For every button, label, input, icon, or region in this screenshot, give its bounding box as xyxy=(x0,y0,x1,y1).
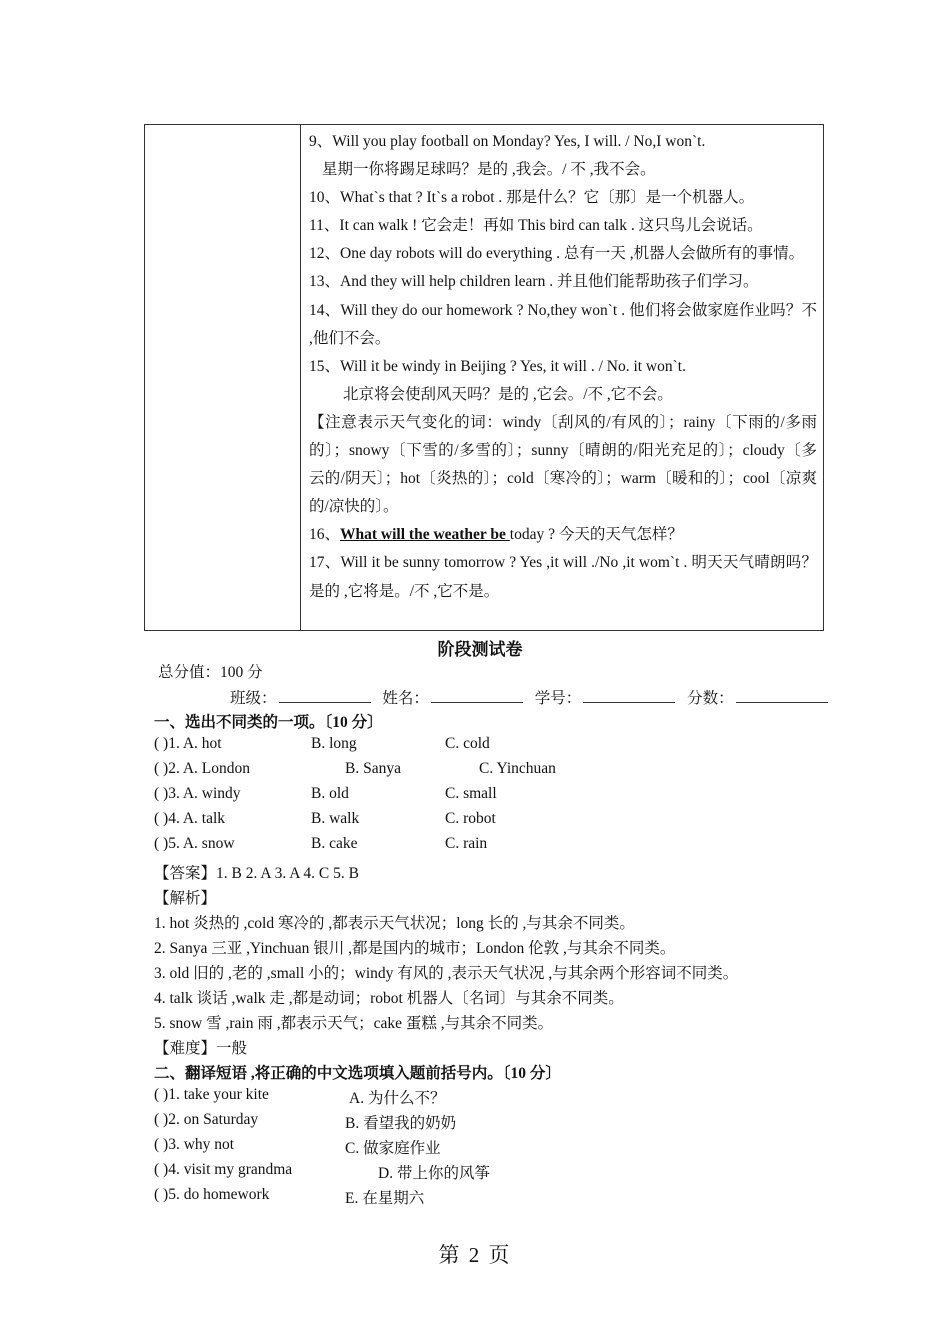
phrase-option: C. 做家庭作业 xyxy=(345,1140,441,1157)
weather-words-note: 【注意表示天气变化的词：windy〔刮风的/有风的〕；rainy〔下雨的/多雨的〕；snowy〔下雪的/多雪的〕；sunny〔晴朗的/阳光充足的〕；cloudy〔多云的/阴天〕；hot〔炎热的〕；cold〔寒冷的〕；warm〔暖和的〕；cool〔凉爽的/凉快的〕。 xyxy=(309,413,817,516)
phrase-option: E. 在星期六 xyxy=(345,1190,425,1207)
line-number: 16、 xyxy=(309,526,341,544)
score-label: 分数： xyxy=(687,690,734,707)
option-b: B. walk xyxy=(311,810,360,827)
table-line: 9、Will you play football on Monday? Yes, I will. / No,I won`t. xyxy=(309,133,706,150)
table-line: 11、It can walk ! 它会走！再如 This bird can talk . 这只鸟儿会说话。 xyxy=(309,217,763,235)
page-number: 第 2 页 xyxy=(438,1243,512,1267)
class-field[interactable] xyxy=(279,688,371,703)
analysis-line: 3. old 旧的 ,老的 ,small 小的；windy 有风的 ,表示天气状况 ,与其余两个形容词不同类。 xyxy=(154,965,739,982)
line-text: today ? 今天的天气怎样？ xyxy=(509,526,683,544)
analysis-line: 1. hot 炎热的 ,cold 寒冷的 ,都表示天气状况；long 长的 ,与其余不同类。 xyxy=(154,915,635,932)
question-row xyxy=(154,810,225,828)
phrase-option: B. 看望我的奶奶 xyxy=(345,1115,457,1132)
table-line: 17、Will it be sunny tomorrow ? Yes ,it will ./No ,it wom`t . 明天天气晴朗吗？是的 ,它将是。/不 ,它不是。 xyxy=(309,554,817,600)
analysis-line: 5. snow 雪 ,rain 雨 ,都表示天气；cake 蛋糕 ,与其余不同类。 xyxy=(154,1015,554,1032)
phrase-question: ( )3. why not xyxy=(154,1136,235,1153)
question-number: ( )1. A. hot xyxy=(154,735,222,752)
difficulty-line: 【难度】一般 xyxy=(154,1040,248,1057)
table-line: 星期一你将踢足球吗？是的 ,我会。/ 不 ,我不会。 xyxy=(322,161,656,179)
phrase-option: A. 为什么不？ xyxy=(349,1090,446,1107)
phrase-question: ( )4. visit my grandma xyxy=(154,1161,293,1178)
table-line: 10、What`s that ? It`s a robot . 那是什么？它〔那〕是一个机器人。 xyxy=(309,189,755,207)
question-number: ( )3. A. windy xyxy=(154,785,241,802)
question-number: ( )5. A. snow xyxy=(154,835,235,852)
question-row xyxy=(154,835,235,853)
analysis-label: 【解析】 xyxy=(154,890,217,907)
option-b: B. Sanya xyxy=(345,760,401,777)
id-label: 学号： xyxy=(534,690,582,707)
table-line: 北京将会使刮风天吗？是的 ,它会。/不 ,它不会。 xyxy=(343,385,673,403)
table-column-divider xyxy=(300,125,301,630)
option-b: B. old xyxy=(311,785,349,802)
phrase-question: ( )1. take your kite xyxy=(154,1086,269,1103)
option-c: C. Yinchuan xyxy=(479,760,556,777)
option-c: C. robot xyxy=(445,810,496,827)
underlined-phrase: What will the weather be xyxy=(340,526,510,544)
analysis-line: 2. Sanya 三亚 ,Yinchuan 银川 ,都是国内的城市；London 伦敦 ,与其余不同类。 xyxy=(154,940,676,957)
option-c: C. small xyxy=(445,785,497,802)
grammar-table xyxy=(144,124,824,631)
score-field[interactable] xyxy=(736,688,828,703)
analysis-line: 4. talk 谈话 ,walk 走 ,都是动词；robot 机器人〔名词〕与其余不同类。 xyxy=(154,990,624,1007)
student-info-row xyxy=(230,686,836,708)
phrase-question: ( )2. on Saturday xyxy=(154,1111,259,1128)
question-row xyxy=(154,735,222,753)
test-title: 阶段测试卷 xyxy=(437,640,523,659)
table-line: 15、Will it be windy in Beijing ? Yes, it will . / No. it won`t. xyxy=(309,357,686,375)
table-line xyxy=(309,521,817,549)
question-row xyxy=(154,785,241,803)
id-field[interactable] xyxy=(583,688,675,703)
option-b: B. long xyxy=(311,735,357,752)
question-number: ( )4. A. talk xyxy=(154,810,226,827)
name-field[interactable] xyxy=(431,688,523,703)
table-content-cell xyxy=(309,128,817,606)
section1-heading: 一、选出不同类的一项。〔10 分〕 xyxy=(154,714,383,731)
table-line: 14、Will they do our homework ? No,they won`t . 他们将会做家庭作业吗？不 ,他们不会。 xyxy=(309,301,817,347)
phrase-question: ( )5. do homework xyxy=(154,1186,270,1203)
question-number: ( )2. A. London xyxy=(154,760,251,777)
phrase-option: D. 带上你的风筝 xyxy=(378,1165,490,1182)
table-line: 12、One day robots will do everything . 总有一天 ,机器人会做所有的事情。 xyxy=(309,245,805,263)
section2-heading: 二、翻译短语 ,将正确的中文选项填入题前括号内。〔10 分〕 xyxy=(154,1065,561,1082)
total-score: 总分值：100 分 xyxy=(158,664,263,681)
option-c: C. cold xyxy=(445,735,490,752)
table-line: 13、And they will help children learn . 并且他们能帮助孩子们学习。 xyxy=(309,273,759,291)
question-row xyxy=(154,760,250,778)
option-c: C. rain xyxy=(445,835,488,852)
class-label: 班级： xyxy=(230,690,277,707)
answer-line: 【答案】1. B 2. A 3. A 4. C 5. B xyxy=(154,865,359,882)
name-label: 姓名： xyxy=(382,690,429,707)
option-b: B. cake xyxy=(311,835,358,852)
